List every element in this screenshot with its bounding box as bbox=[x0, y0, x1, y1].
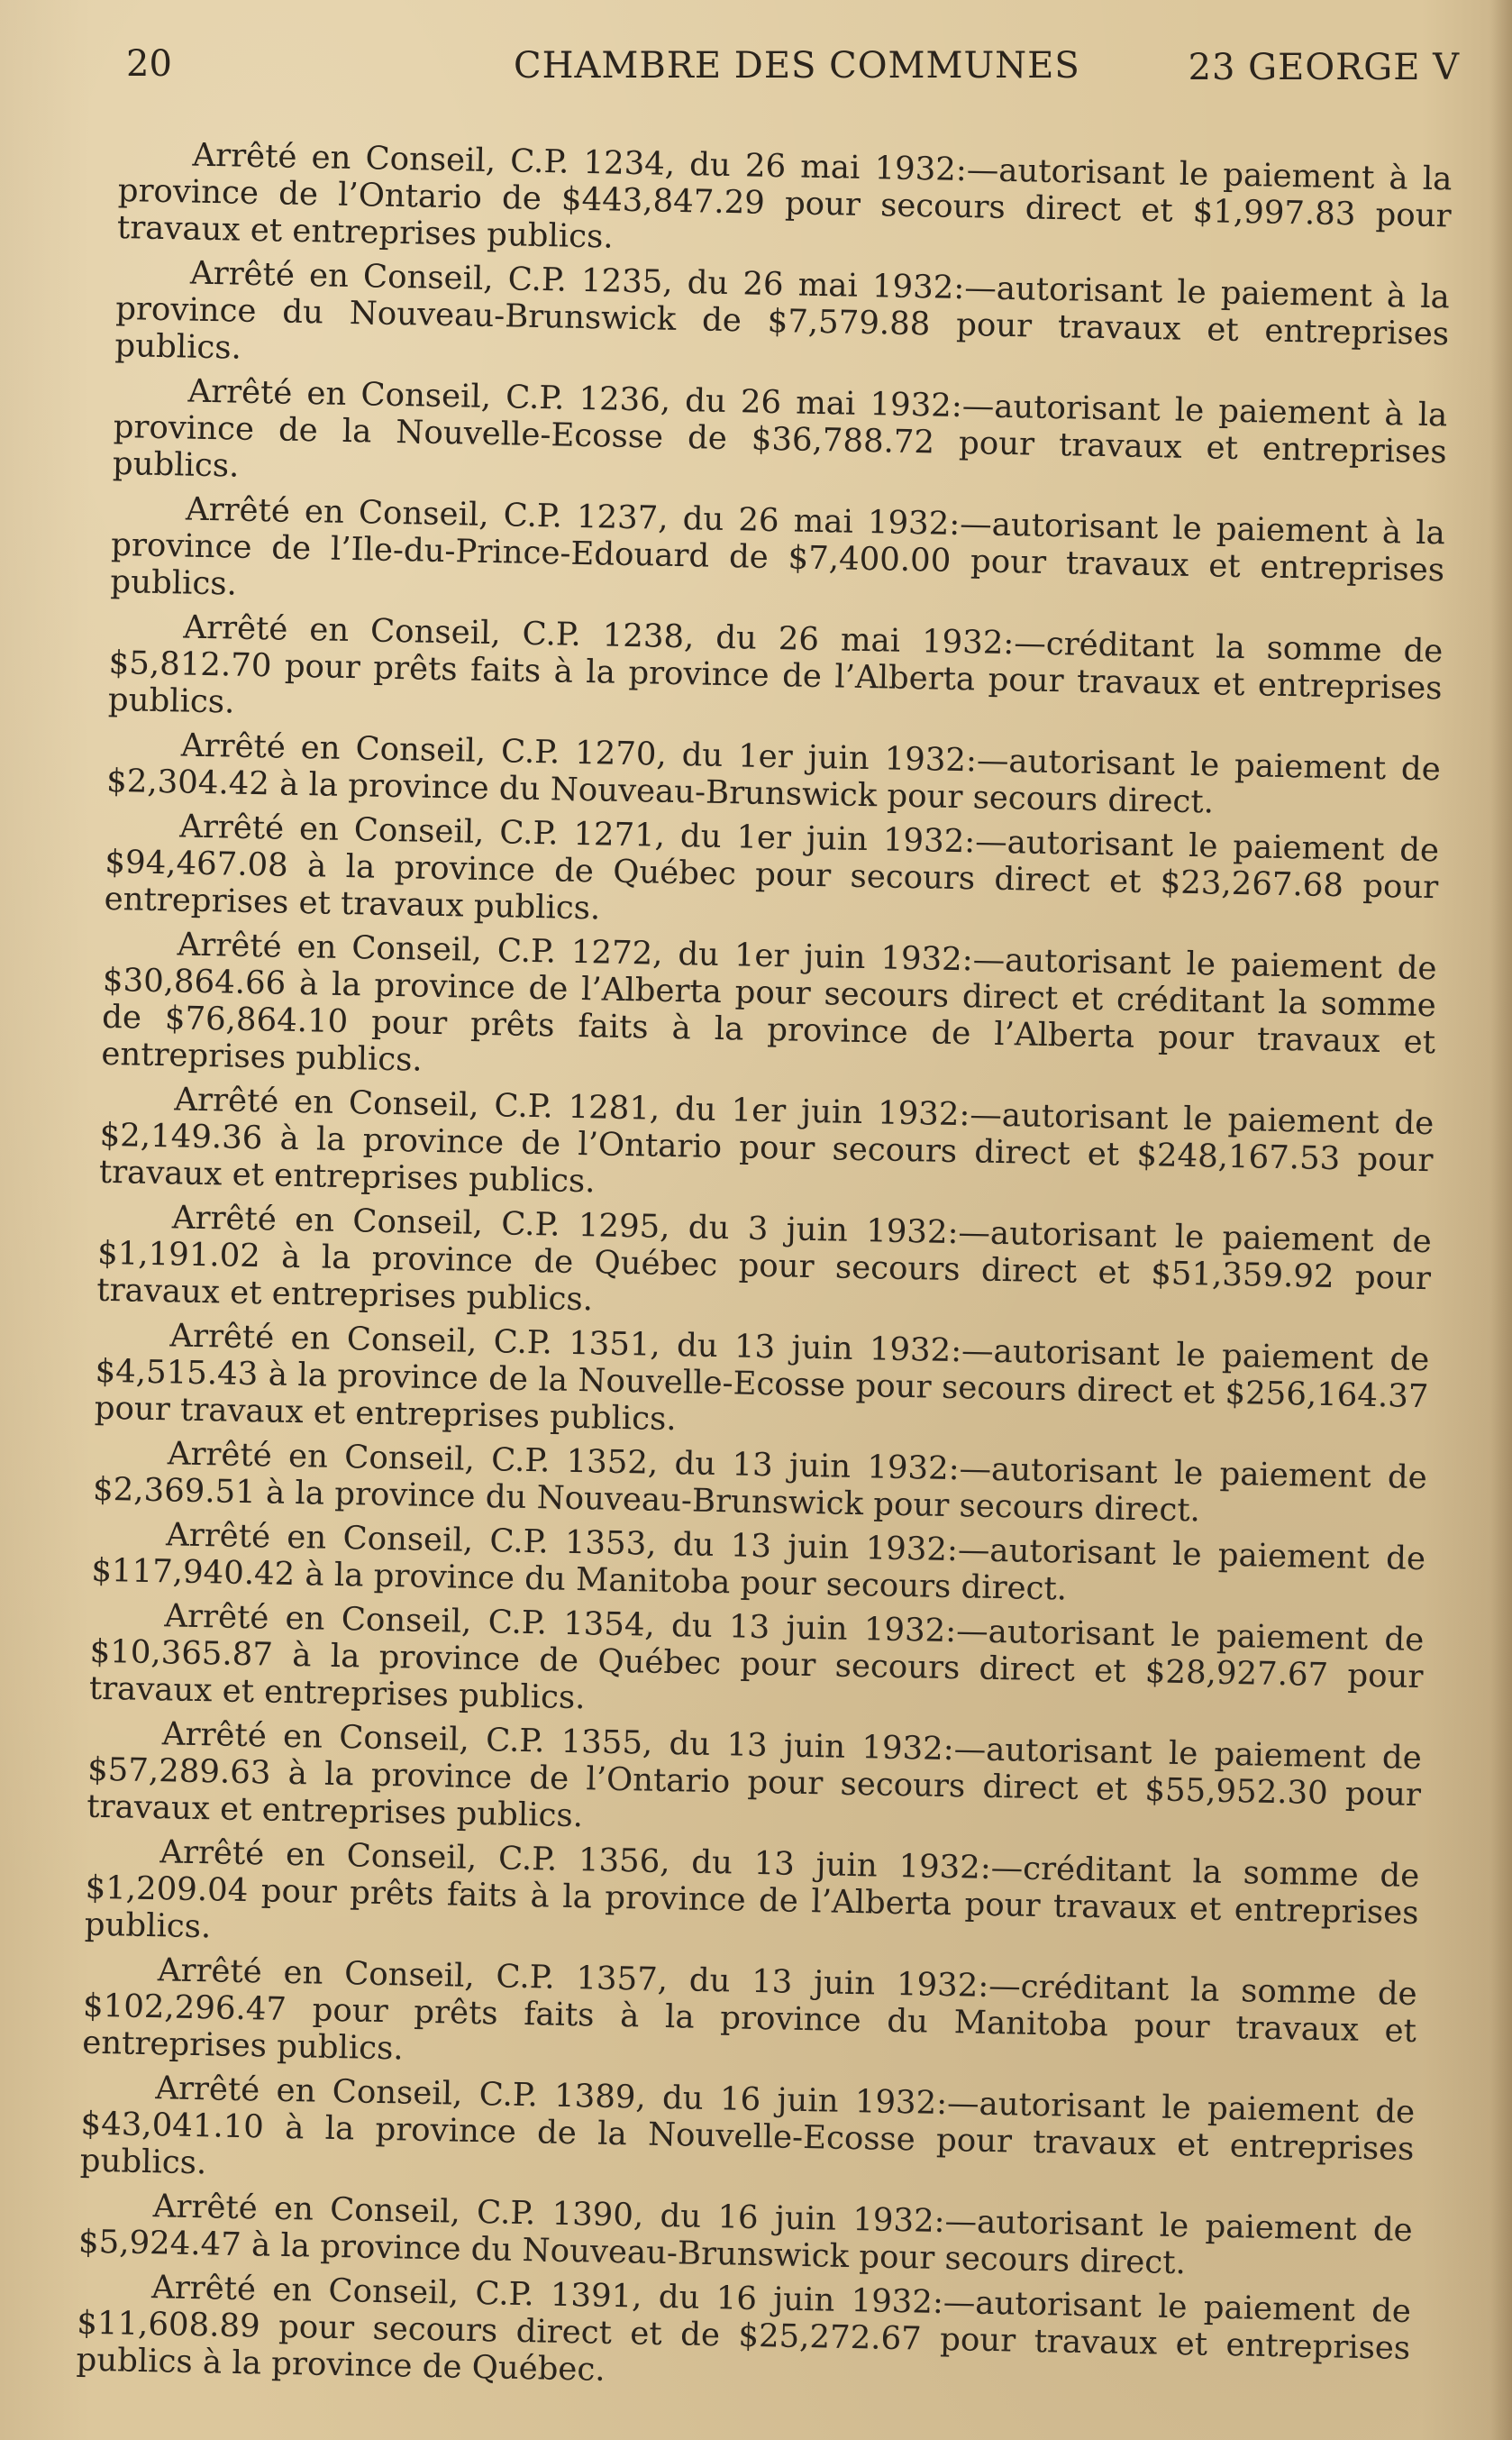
order-entry: Arrêté en Conseil, C.P. 1235, du 26 mai 1932:—autorisant le paiement à la province du Nouveau-Brunswick de $7,579.88 pour travaux et entreprises publics. bbox=[114, 254, 1451, 367]
order-entry: Arrêté en Conseil, C.P. 1237, du 26 mai 1932:—autorisant le paiement à la province de l’Ile-du-Prince-Edouard de $7,400.00 pour travaux et entreprises publics. bbox=[110, 490, 1446, 603]
order-entry: Arrêté en Conseil, C.P. 1281, du 1er juin 1932:—autorisant le paiement de $2,149.36 à la province de l’Ontario pour secours direct et $248,167.53 pour travaux et entreprises publics. bbox=[98, 1081, 1435, 1201]
page-header bbox=[126, 43, 1460, 97]
order-entry: Arrêté en Conseil, C.P. 1238, du 26 mai 1932:—créditant la somme de $5,812.70 pour prêts faits à la province de l’Alberta pour travaux et entreprises publics. bbox=[107, 608, 1444, 721]
order-entry: Arrêté en Conseil, C.P. 1272, du 1er juin 1932:—autorisant le paiement de $30,864.66 à la province de l’Alberta pour secours direct et créditant la somme de $76,864.10 pour prêts faits à la province de l’Alberta pour travaux et entreprises publics. bbox=[101, 926, 1437, 1079]
running-title: CHAMBRE DES COMMUNES bbox=[514, 45, 1080, 87]
order-entry: Arrêté en Conseil, C.P. 1391, du 16 juin 1932:—autorisant le paiement de $11,608.89 pour secours direct et de $25,272.67 pour travaux et entreprises publics à la province de Québec. bbox=[76, 2269, 1412, 2389]
order-entry: Arrêté en Conseil, C.P. 1236, du 26 mai 1932:—autorisant le paiement à la province de la Nouvelle-Ecosse de $36,788.72 pour travaux et entreprises publics. bbox=[112, 372, 1448, 485]
order-entry: Arrêté en Conseil, C.P. 1270, du 1er juin 1932:—autorisant le paiement de $2,304.42 à la province du Nouveau-Brunswick pour secours direct. bbox=[105, 727, 1442, 821]
order-entry: Arrêté en Conseil, C.P. 1295, du 3 juin 1932:—autorisant le paiement de $1,191.02 à la province de Québec pour secours direct et $51,359.92 pour travaux et entreprises publics. bbox=[96, 1199, 1433, 1319]
order-entry: Arrêté en Conseil, C.P. 1353, du 13 juin 1932:—autorisant le paiement de $117,940.42 à la province du Manitoba pour secours direct. bbox=[91, 1516, 1426, 1608]
order-entry: Arrêté en Conseil, C.P. 1355, du 13 juin 1932:—autorisant le paiement de $57,289.63 à la province de l’Ontario pour secours direct et $55,952.30 pour travaux et entreprises publics. bbox=[87, 1715, 1423, 1835]
order-entry: Arrêté en Conseil, C.P. 1389, du 16 juin 1932:—autorisant le paiement de $43,041.10 à la province de la Nouvelle-Ecosse pour travaux et entreprises publics. bbox=[79, 2070, 1416, 2182]
order-entry: Arrêté en Conseil, C.P. 1234, du 26 mai 1932:—autorisant le paiement à la province de l’Ontario de $443,847.29 pour secours direct et $1,997.83 pour travaux et entreprises publics. bbox=[116, 136, 1453, 256]
order-entry: Arrêté en Conseil, C.P. 1271, du 1er juin 1932:—autorisant le paiement de $94,467.08 à la province de Québec pour secours direct et $23,267.68 pour entreprises et travaux publics. bbox=[104, 808, 1440, 928]
order-entry: Arrêté en Conseil, C.P. 1352, du 13 juin 1932:—autorisant le paiement de $2,369.51 à la province du Nouveau-Brunswick pour secours direct. bbox=[92, 1435, 1428, 1530]
order-entry: Arrêté en Conseil, C.P. 1390, du 16 juin 1932:—autorisant le paiement de $5,924.47 à la province du Nouveau-Brunswick pour secours direct. bbox=[77, 2188, 1414, 2282]
order-entry: Arrêté en Conseil, C.P. 1356, du 13 juin 1932:—créditant la somme de $1,209.04 pour prêts faits à la province de l’Alberta pour travaux et entreprises publics. bbox=[84, 1833, 1420, 1946]
page-number: 20 bbox=[126, 43, 172, 85]
order-in-council-list bbox=[76, 135, 1453, 2411]
order-entry: Arrêté en Conseil, C.P. 1351, du 13 juin 1932:—autorisant le paiement de $4,515.43 à la province de la Nouvelle-Ecosse pour secours direct et $256,164.37 pour travaux et entreprises publics. bbox=[94, 1317, 1430, 1439]
order-entry: Arrêté en Conseil, C.P. 1354, du 13 juin 1932:—autorisant le paiement de $10,365.87 à la province de Québec pour secours direct et $28,927.67 pour travaux et entreprises publics. bbox=[88, 1597, 1425, 1717]
regnal-year: 23 GEORGE V bbox=[1188, 47, 1460, 88]
order-entry: Arrêté en Conseil, C.P. 1357, du 13 juin 1932:—créditant la somme de $102,296.47 pour prêts faits à la province du Manitoba pour travaux et entreprises publics. bbox=[81, 1951, 1418, 2068]
page-edge-shadow bbox=[1490, 0, 1512, 2440]
